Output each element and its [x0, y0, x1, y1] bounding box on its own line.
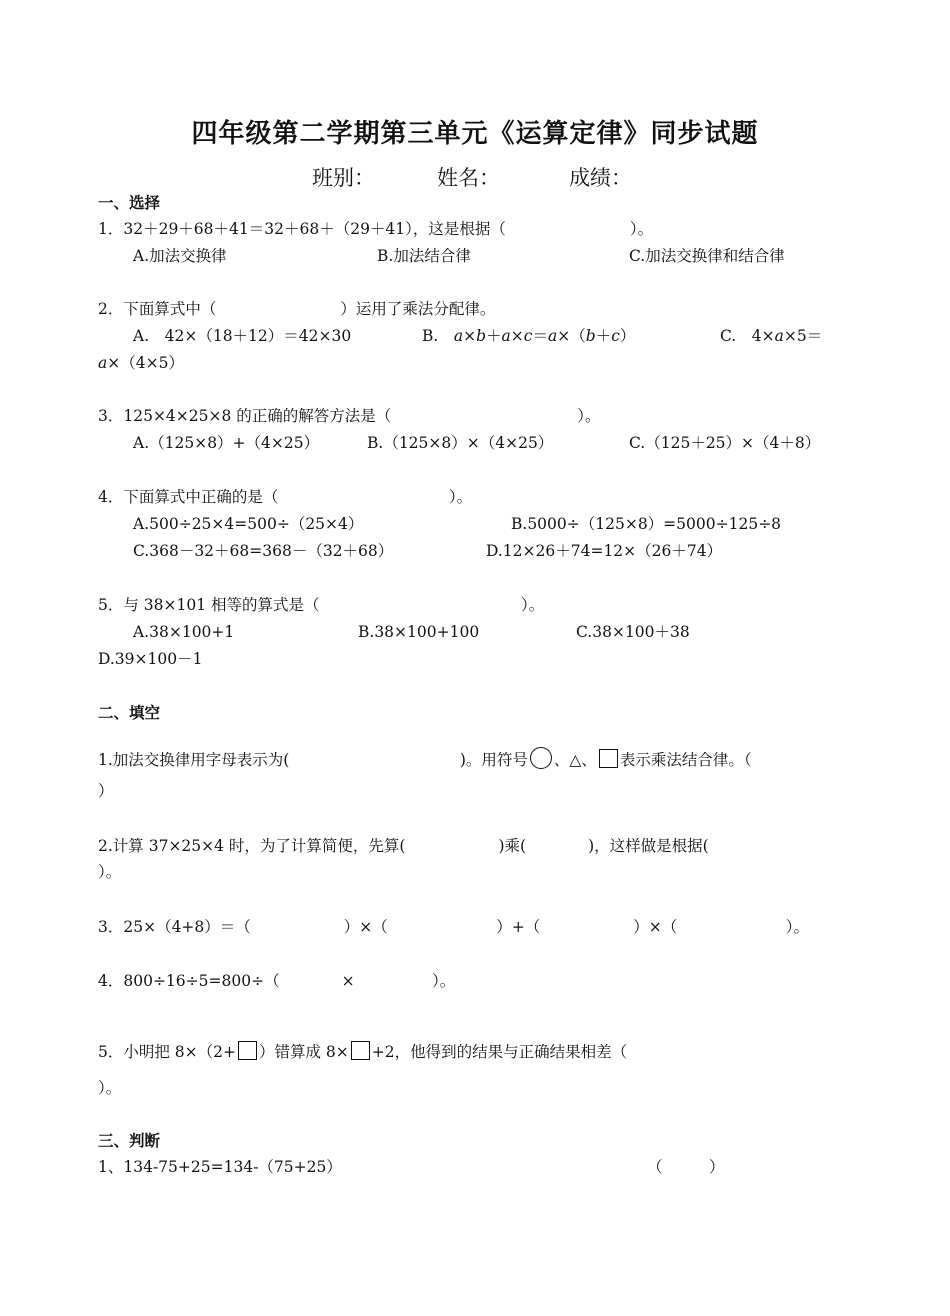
choice-q1-option-b: B.加法结合律 [377, 247, 471, 265]
fill-q1-line1 [98, 747, 752, 770]
fill-q5-text: +2，他得到的结果与正确结果相差（ [371, 1043, 628, 1061]
var-b: b [476, 327, 487, 345]
judge-q1: 1、134-75+25=134-（75+25） [98, 1158, 342, 1176]
choice-q4-option-d: D.12×26＋74=12×（26＋74） [486, 542, 723, 560]
page-title: 四年级第二学期第三单元《运算定律》同步试题 [191, 119, 759, 149]
choice-q1-stem: 1．32＋29＋68＋41＝32＋68＋（29＋41），这是根据（ ）。 [98, 220, 654, 238]
name-label: 姓名： [437, 166, 500, 190]
option-c-prefix: C. 4× [720, 327, 775, 345]
var-b: b [585, 327, 596, 345]
var-c: c [611, 327, 620, 345]
choice-q4-option-c: C.368－32＋68=368－（32＋68） [133, 542, 394, 560]
choice-q3-option-b: B.（125×8）×（4×25） [367, 434, 554, 452]
op: ） [619, 327, 636, 345]
fill-q1-line2: ） [98, 782, 114, 800]
var-c: c [523, 327, 533, 345]
var-a: a [547, 327, 558, 345]
option-c-tail: ×（4×5） [107, 354, 184, 372]
fill-q5-line1 [98, 1041, 627, 1062]
choice-q3-option-a: A.（125×8）+（4×25） [133, 434, 320, 452]
op: × [510, 327, 524, 345]
fill-q2-line2: ）。 [98, 863, 122, 881]
score-label: 成绩： [569, 166, 632, 190]
section-heading-choice: 一、选择 [98, 194, 161, 212]
op: × [463, 327, 477, 345]
fill-q1-text: 、△、 [553, 751, 597, 769]
var-a: a [98, 354, 108, 372]
section-heading-judge: 三、判断 [98, 1132, 161, 1150]
square-icon [599, 749, 618, 768]
choice-q5-option-a: A.38×100+1 [133, 623, 235, 641]
var-a: a [501, 327, 511, 345]
square-icon [351, 1041, 370, 1060]
fill-q1-text: 表示乘法结合律。（ [619, 751, 752, 769]
choice-q1-option-c: C.加法交换律和结合律 [629, 247, 785, 265]
choice-q4-stem: 4．下面算式中正确的是（ ）。 [98, 488, 473, 506]
op: ＋ [595, 327, 612, 345]
op: ×（ [557, 327, 586, 345]
choice-q4-option-b: B.5000÷（125×8）=5000÷125÷8 [511, 515, 782, 533]
class-label: 班别： [312, 166, 375, 190]
square-icon [238, 1041, 257, 1060]
var-a: a [774, 327, 784, 345]
fill-q4: 4．800÷16÷5=800÷（ × ）。 [98, 972, 456, 990]
op: ＝ [532, 327, 548, 345]
choice-q3-stem: 3．125×4×25×8 的正确的解答方法是（ ）。 [98, 407, 601, 425]
choice-q3-option-c: C.（125＋25）×（4＋8） [629, 434, 821, 452]
choice-q2-option-c-line2 [98, 353, 184, 373]
fill-q5-line2: ）。 [98, 1079, 122, 1097]
op: ＋ [486, 327, 502, 345]
fill-q2-line1: 2.计算 37×25×4 时，为了计算简便，先算( )乘( )，这样做是根据( [98, 837, 709, 855]
choice-q4-option-a: A.500÷25×4=500÷（25×4） [133, 515, 364, 533]
var-a: a [453, 327, 464, 345]
choice-q2-option-b [422, 326, 635, 346]
fill-q1-text: 1.加法交换律用字母表示为( )。用符号 [98, 751, 528, 769]
fill-q3: 3．25×（4+8）＝（ ）×（ ）+（ ）×（ ）。 [98, 918, 809, 936]
choice-q2-stem: 2．下面算式中（ ）运用了乘法分配律。 [98, 300, 496, 318]
choice-q5-option-c: C.38×100＋38 [576, 623, 690, 641]
choice-q2-option-c-line1 [720, 326, 822, 346]
choice-q5-option-d: D.39×100－1 [98, 650, 203, 668]
choice-q5-option-b: B.38×100+100 [358, 623, 480, 641]
option-b-prefix: B. [422, 327, 454, 345]
fill-q5-text: 5．小明把 8×（2+ [98, 1043, 236, 1061]
choice-q1-option-a: A.加法交换律 [133, 247, 227, 265]
circle-icon [530, 747, 552, 769]
option-c-mid: ×5＝ [783, 327, 823, 345]
section-heading-fill: 二、填空 [98, 704, 161, 722]
fill-q5-text: ）错算成 8× [259, 1043, 349, 1061]
judge-q1-answer-blank: （ ） [647, 1158, 725, 1176]
choice-q2-option-a: A. 42×（18＋12）＝42×30 [133, 327, 352, 345]
choice-q5-stem: 5．与 38×101 相等的算式是（ ）。 [98, 596, 545, 614]
